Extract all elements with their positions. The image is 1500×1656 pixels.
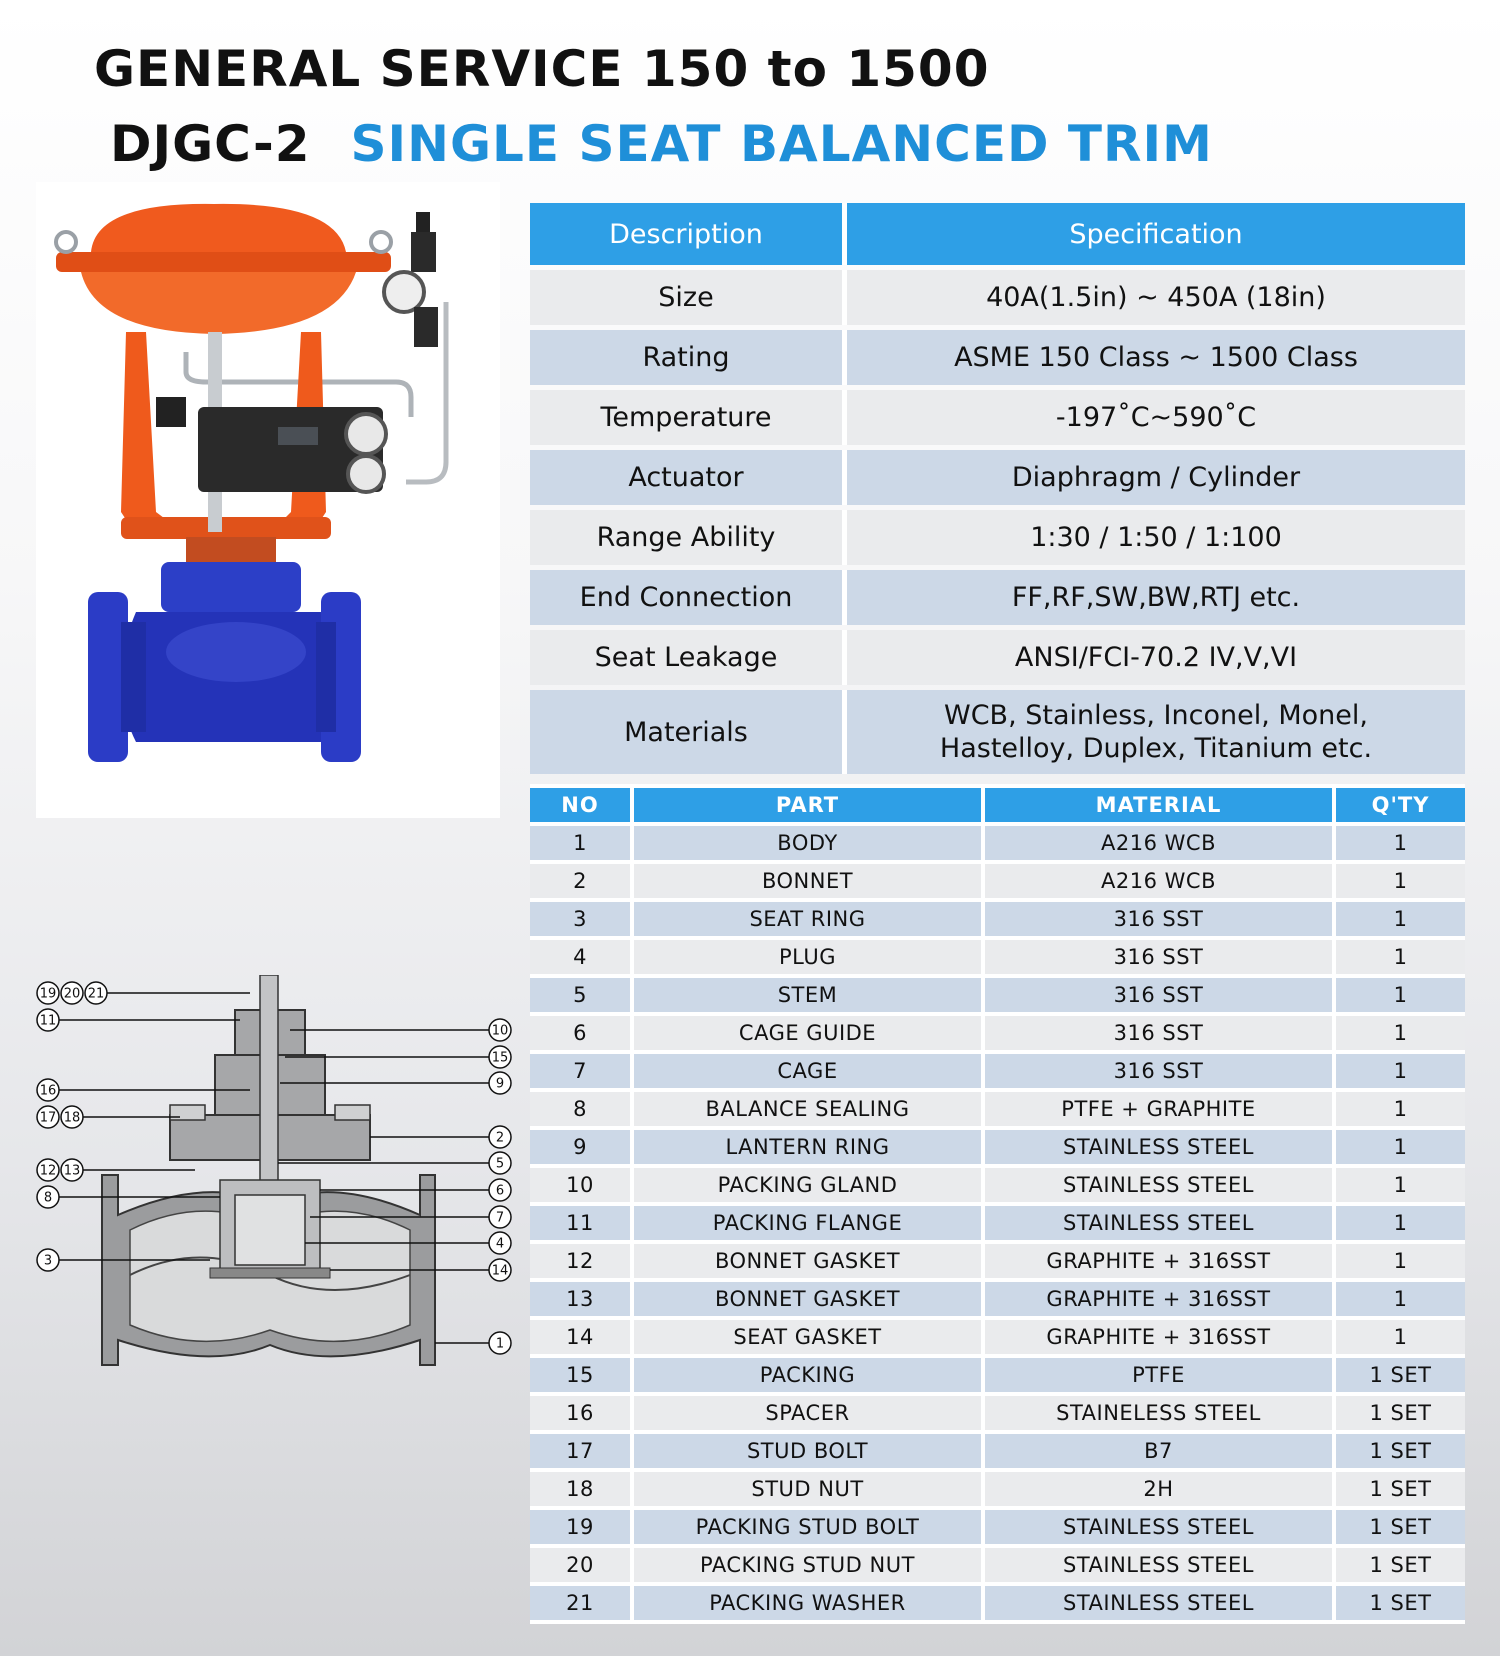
part-no-cell: 17 (530, 1434, 634, 1468)
part-material-cell: STAINELESS STEEL (985, 1396, 1336, 1430)
control-valve-illustration (36, 182, 500, 818)
parts-header-part: PART (634, 788, 985, 822)
part-no-cell: 14 (530, 1320, 634, 1354)
valve-cross-section (30, 975, 520, 1445)
spec-row (530, 330, 1465, 385)
callout-label: 14 (491, 1263, 509, 1279)
part-name-cell: PACKING (634, 1358, 985, 1392)
callout-label: 5 (495, 1156, 505, 1172)
part-no-cell: 1 (530, 826, 634, 860)
cutaway-diagram (30, 975, 520, 1445)
part-material-cell: STAINLESS STEEL (985, 1548, 1336, 1582)
callout-label: 1 (495, 1336, 505, 1352)
callout-label: 15 (491, 1050, 509, 1066)
callout-label: 9 (495, 1076, 505, 1092)
part-material-cell: B7 (985, 1434, 1336, 1468)
part-qty-cell: 1 (1336, 1092, 1465, 1126)
part-no-cell: 19 (530, 1510, 634, 1544)
part-material-cell: STAINLESS STEEL (985, 1168, 1336, 1202)
part-no-cell: 5 (530, 978, 634, 1012)
part-no-cell: 16 (530, 1396, 634, 1430)
callout-label: 20 (63, 986, 81, 1002)
part-name-cell: STEM (634, 978, 985, 1012)
table-row (530, 1016, 1465, 1050)
part-no-cell: 9 (530, 1130, 634, 1164)
part-name-cell: BALANCE SEALING (634, 1092, 985, 1126)
spec-row (530, 510, 1465, 565)
table-row (530, 1130, 1465, 1164)
table-row (530, 978, 1465, 1012)
part-name-cell: BODY (634, 826, 985, 860)
table-row (530, 1358, 1465, 1392)
table-row (530, 1282, 1465, 1316)
part-material-cell: 316 SST (985, 902, 1336, 936)
spec-description-cell: Seat Leakage (530, 630, 847, 685)
part-name-cell: PACKING GLAND (634, 1168, 985, 1202)
parts-header-qty: Q'TY (1336, 788, 1465, 822)
part-name-cell: CAGE (634, 1054, 985, 1088)
part-name-cell: SPACER (634, 1396, 985, 1430)
part-qty-cell: 1 SET (1336, 1510, 1465, 1544)
spec-header-description: Description (530, 203, 847, 265)
part-material-cell: A216 WCB (985, 864, 1336, 898)
spec-value-line: ASME 150 Class ~ 1500 Class (954, 342, 1358, 373)
part-qty-cell: 1 (1336, 826, 1465, 860)
callout-label: 10 (491, 1023, 509, 1039)
spec-header-specification: Specification (847, 203, 1465, 265)
part-name-cell: SEAT GASKET (634, 1320, 985, 1354)
part-qty-cell: 1 (1336, 978, 1465, 1012)
part-no-cell: 21 (530, 1586, 634, 1620)
spec-value-cell (847, 270, 1465, 325)
spec-value-line: WCB, Stainless, Inconel, Monel, (944, 700, 1368, 731)
part-material-cell: 2H (985, 1472, 1336, 1506)
spec-value-cell (847, 510, 1465, 565)
part-no-cell: 8 (530, 1092, 634, 1126)
part-qty-cell: 1 (1336, 1054, 1465, 1088)
table-row (530, 1092, 1465, 1126)
spec-value-cell (847, 390, 1465, 445)
part-material-cell: A216 WCB (985, 826, 1336, 860)
spec-value-cell (847, 450, 1465, 505)
part-no-cell: 20 (530, 1548, 634, 1582)
spec-description-cell: Temperature (530, 390, 847, 445)
callout-label: 12 (39, 1163, 57, 1179)
spec-description-cell: End Connection (530, 570, 847, 625)
part-qty-cell: 1 (1336, 1282, 1465, 1316)
page-subtitle (110, 115, 1213, 173)
spec-value-line: 1:30 / 1:50 / 1:100 (1030, 522, 1282, 553)
part-qty-cell: 1 (1336, 1016, 1465, 1050)
callout-label: 13 (63, 1163, 81, 1179)
part-material-cell: 316 SST (985, 1016, 1336, 1050)
part-material-cell: PTFE (985, 1358, 1336, 1392)
spec-description-cell: Range Ability (530, 510, 847, 565)
part-name-cell: BONNET (634, 864, 985, 898)
part-name-cell: STUD BOLT (634, 1434, 985, 1468)
model-code: DJGC-2 (110, 115, 311, 173)
part-material-cell: 316 SST (985, 978, 1336, 1012)
part-qty-cell: 1 (1336, 940, 1465, 974)
part-material-cell: STAINLESS STEEL (985, 1510, 1336, 1544)
table-row (530, 864, 1465, 898)
part-no-cell: 7 (530, 1054, 634, 1088)
callout-label: 18 (63, 1110, 81, 1126)
table-row (530, 1396, 1465, 1430)
part-qty-cell: 1 SET (1336, 1472, 1465, 1506)
part-name-cell: SEAT RING (634, 902, 985, 936)
table-row (530, 1054, 1465, 1088)
spec-value-cell (847, 690, 1465, 774)
part-material-cell: STAINLESS STEEL (985, 1206, 1336, 1240)
part-material-cell: 316 SST (985, 1054, 1336, 1088)
table-row (530, 1244, 1465, 1278)
spec-row (530, 570, 1465, 625)
callout-label: 4 (495, 1236, 505, 1252)
callout-label: 6 (495, 1183, 505, 1199)
part-no-cell: 6 (530, 1016, 634, 1050)
table-row (530, 1206, 1465, 1240)
spec-value-line: FF,RF,SW,BW,RTJ etc. (1011, 582, 1301, 613)
callout-label: 8 (43, 1190, 53, 1206)
spec-value-line: Hastelloy, Duplex, Titanium etc. (939, 733, 1373, 764)
table-row (530, 902, 1465, 936)
spec-value-cell (847, 330, 1465, 385)
spec-description-cell: Rating (530, 330, 847, 385)
part-name-cell: PACKING FLANGE (634, 1206, 985, 1240)
spec-description-cell: Actuator (530, 450, 847, 505)
table-row (530, 826, 1465, 860)
callout-label: 16 (39, 1083, 57, 1099)
part-no-cell: 15 (530, 1358, 634, 1392)
part-qty-cell: 1 SET (1336, 1396, 1465, 1430)
part-qty-cell: 1 SET (1336, 1358, 1465, 1392)
table-row (530, 1510, 1465, 1544)
page-title: GENERAL SERVICE 150 to 1500 (94, 40, 990, 98)
part-no-cell: 4 (530, 940, 634, 974)
spec-value-line: ANSI/FCI-70.2 IV,V,VI (1014, 642, 1298, 673)
callout-label: 19 (39, 986, 57, 1002)
part-qty-cell: 1 SET (1336, 1586, 1465, 1620)
parts-table (530, 784, 1465, 1624)
callout-label: 11 (39, 1013, 57, 1029)
spec-value-line: 40A(1.5in) ~ 450A (18in) (986, 282, 1326, 313)
table-row (530, 1586, 1465, 1620)
spec-row (530, 450, 1465, 505)
table-row (530, 1320, 1465, 1354)
part-no-cell: 2 (530, 864, 634, 898)
callout-label: 7 (495, 1210, 505, 1226)
part-no-cell: 11 (530, 1206, 634, 1240)
part-name-cell: PACKING STUD NUT (634, 1548, 985, 1582)
part-no-cell: 18 (530, 1472, 634, 1506)
parts-header-material: MATERIAL (985, 788, 1336, 822)
part-qty-cell: 1 (1336, 1320, 1465, 1354)
table-row (530, 1472, 1465, 1506)
spec-value-line: -197˚C~590˚C (1055, 402, 1257, 433)
part-qty-cell: 1 SET (1336, 1434, 1465, 1468)
part-name-cell: PACKING STUD BOLT (634, 1510, 985, 1544)
spec-row (530, 390, 1465, 445)
part-no-cell: 12 (530, 1244, 634, 1278)
part-qty-cell: 1 (1336, 1130, 1465, 1164)
part-qty-cell: 1 (1336, 902, 1465, 936)
part-name-cell: LANTERN RING (634, 1130, 985, 1164)
valve-photo (36, 182, 500, 818)
part-name-cell: CAGE GUIDE (634, 1016, 985, 1050)
callout-label: 17 (39, 1110, 57, 1126)
table-row (530, 1548, 1465, 1582)
spec-value-line: Diaphragm / Cylinder (1011, 462, 1301, 493)
table-row (530, 1434, 1465, 1468)
callout-label: 21 (87, 986, 105, 1002)
spec-row (530, 270, 1465, 325)
part-name-cell: PLUG (634, 940, 985, 974)
part-name-cell: BONNET GASKET (634, 1282, 985, 1316)
part-name-cell: STUD NUT (634, 1472, 985, 1506)
part-material-cell: 316 SST (985, 940, 1336, 974)
part-material-cell: GRAPHITE + 316SST (985, 1320, 1336, 1354)
part-material-cell: GRAPHITE + 316SST (985, 1244, 1336, 1278)
part-qty-cell: 1 (1336, 1244, 1465, 1278)
part-qty-cell: 1 (1336, 1206, 1465, 1240)
spec-row (530, 630, 1465, 685)
part-name-cell: BONNET GASKET (634, 1244, 985, 1278)
parts-header-no: NO (530, 788, 634, 822)
part-material-cell: PTFE + GRAPHITE (985, 1092, 1336, 1126)
part-qty-cell: 1 (1336, 1168, 1465, 1202)
spec-description-cell: Size (530, 270, 847, 325)
spec-value-cell (847, 570, 1465, 625)
part-qty-cell: 1 SET (1336, 1548, 1465, 1582)
part-qty-cell: 1 (1336, 864, 1465, 898)
part-no-cell: 13 (530, 1282, 634, 1316)
part-material-cell: STAINLESS STEEL (985, 1130, 1336, 1164)
spec-value-cell (847, 630, 1465, 685)
specification-table (530, 198, 1465, 779)
callout-label: 2 (495, 1130, 505, 1146)
product-name: SINGLE SEAT BALANCED TRIM (350, 115, 1213, 173)
part-material-cell: STAINLESS STEEL (985, 1586, 1336, 1620)
part-no-cell: 3 (530, 902, 634, 936)
table-row (530, 1168, 1465, 1202)
spec-description-cell: Materials (530, 690, 847, 774)
part-material-cell: GRAPHITE + 316SST (985, 1282, 1336, 1316)
spec-row (530, 690, 1465, 774)
part-no-cell: 10 (530, 1168, 634, 1202)
callout-label: 3 (43, 1253, 53, 1269)
part-name-cell: PACKING WASHER (634, 1586, 985, 1620)
table-row (530, 940, 1465, 974)
